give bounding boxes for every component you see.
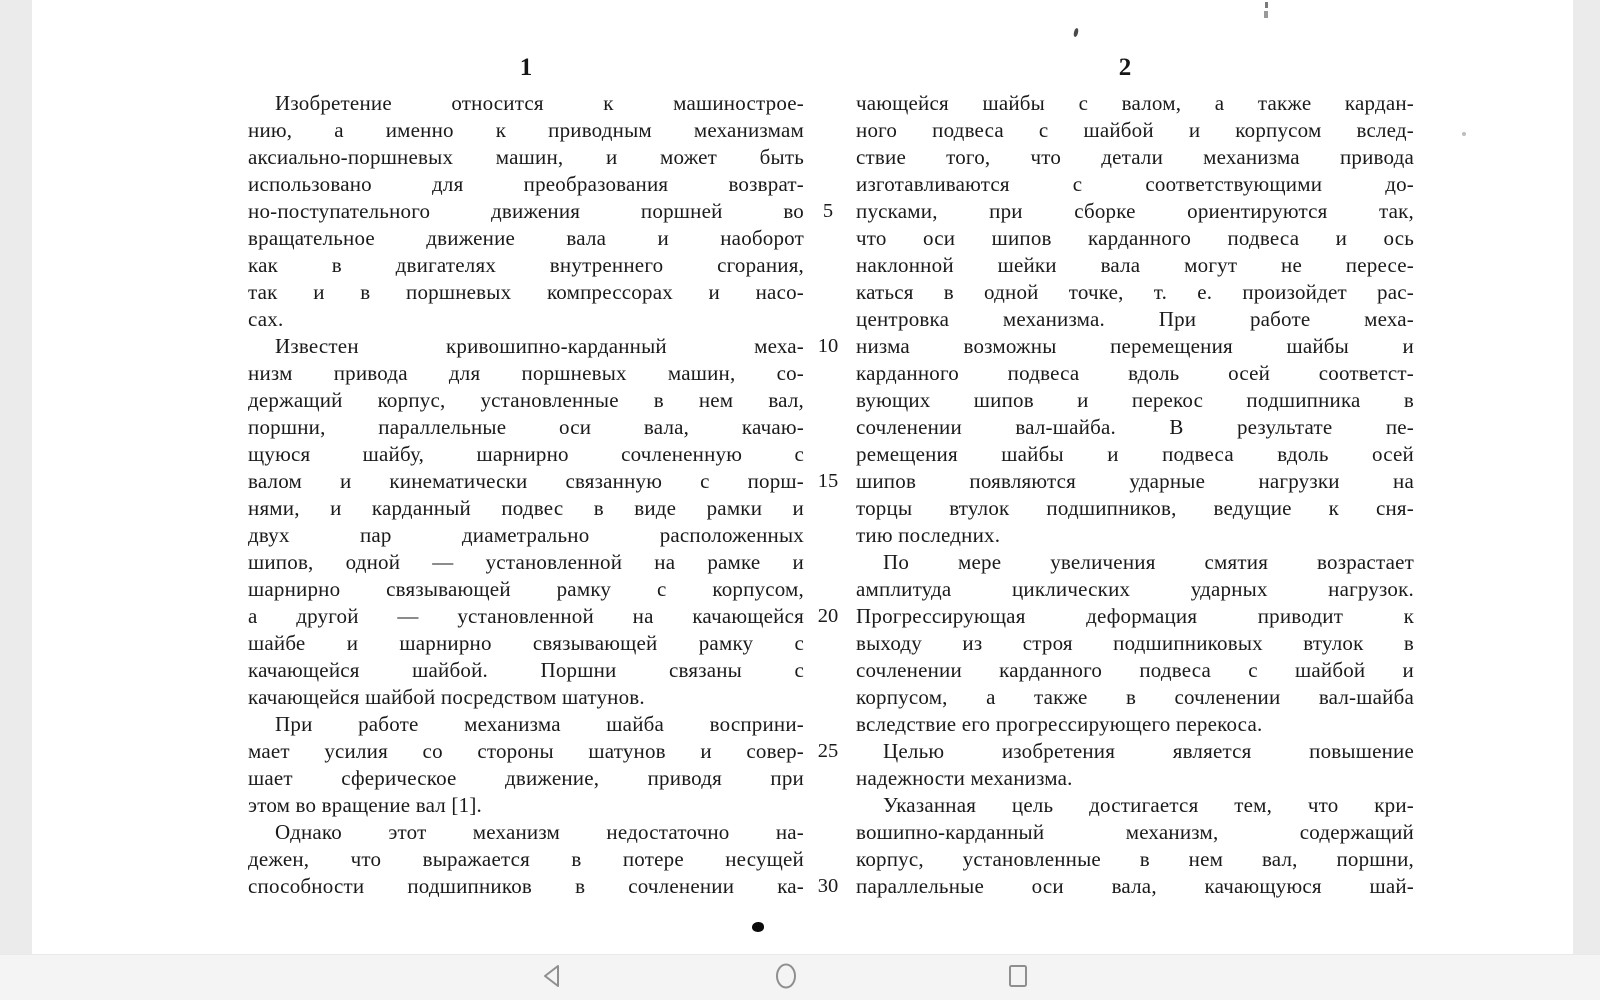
text-line: валом и кинематически связанную с порш- [248, 469, 804, 493]
scan-speck [1264, 11, 1268, 18]
text-line: шипов, одной — установленной на рамке и [248, 550, 804, 574]
text-line: Целью изобретения является повышение [883, 739, 1414, 763]
text-line: карданного подвеса вдоль осей соответст- [856, 361, 1414, 385]
text-line: надежности механизма. [856, 766, 1073, 790]
back-triangle-icon [541, 963, 563, 992]
text-line: шайбе и шарнирно связывающей рамку с [248, 631, 804, 655]
text-line: По мере увеличения смятия возрастает [883, 550, 1414, 574]
text-line: Указанная цель достигается тем, что кри- [883, 793, 1414, 817]
line-number: 10 [817, 335, 839, 357]
line-number-gutter [804, 90, 852, 910]
text-line: нями, и карданный подвес в виде рамки и [248, 496, 804, 520]
text-line: тию последних. [856, 523, 1001, 547]
text-line: так и в поршневых компрессорах и насо- [248, 280, 804, 304]
text-line: центровка механизма. При работе меха- [856, 307, 1414, 331]
recents-button[interactable] [986, 955, 1050, 1000]
text-line: способности подшипников в сочленении ка- [248, 874, 804, 898]
recents-square-icon [1007, 963, 1029, 992]
text-line: изготавливаются с соответствующими до- [856, 172, 1414, 196]
text-line: поршни, параллельные оси вала, качаю- [248, 415, 804, 439]
line-number: 20 [817, 605, 839, 627]
text-line: вращательное движение вала и наоборот [248, 226, 804, 250]
line-number: 25 [817, 740, 839, 762]
scan-speck [1462, 132, 1466, 136]
text-line: вследствие его прогрессирующего перекоса. [856, 712, 1263, 736]
text-line: шарнирно связывающей рамку с корпусом, [248, 577, 804, 601]
text-line: чающейся шайбы с валом, а также кардан- [856, 91, 1414, 115]
text-line: вующих шипов и перекос подшипника в [856, 388, 1414, 412]
scan-ink-dot [752, 922, 764, 932]
text-line: корпус, установленные в нем вал, поршни, [856, 847, 1414, 871]
text-column-left [248, 90, 804, 900]
text-line: а другой — установленной на качающейся [248, 604, 804, 628]
text-line: щуюся шайбу, шарнирно сочлененную с [248, 442, 804, 466]
text-line: сочленении карданного подвеса с шайбой и [856, 658, 1414, 682]
text-line: нию, а именно к приводным механизмам [248, 118, 804, 142]
right-margin-strip [1573, 0, 1600, 954]
android-navigation-bar [0, 954, 1600, 1000]
line-number: 30 [817, 875, 839, 897]
text-line: ремещения шайбы и подвеса вдоль осей [856, 442, 1414, 466]
left-margin-strip [0, 0, 32, 954]
text-line: мает усилия со стороны шатунов и совер- [248, 739, 804, 763]
text-line: параллельные оси вала, качающуюся шай- [856, 874, 1414, 898]
text-line: каться в одной точке, т. е. произойдет рас- [856, 280, 1414, 304]
text-line: шает сферическое движение, приводя при [248, 766, 804, 790]
text-line: дежен, что выражается в потере несущей [248, 847, 804, 871]
text-line: Однако этот механизм недостаточно на- [275, 820, 804, 844]
text-line: выходу из строя подшипниковых втулок в [856, 631, 1414, 655]
line-number: 15 [817, 470, 839, 492]
scan-apostrophe-mark [1073, 28, 1079, 38]
text-line: Прогрессирующая деформация приводит к [856, 604, 1414, 628]
text-line: торцы втулок подшипников, ведущие к сня- [856, 496, 1414, 520]
line-number: 5 [822, 200, 834, 222]
text-line: ствие того, что детали механизма привода [856, 145, 1414, 169]
text-line: сах. [248, 307, 284, 331]
text-line: вошипно-карданный механизм, содержащий [856, 820, 1414, 844]
text-line: корпусом, а также в сочленении вал-шайба [856, 685, 1414, 709]
text-line: что оси шипов карданного подвеса и ось [856, 226, 1414, 250]
text-line: пусками, при сборке ориентируются так, [856, 199, 1414, 223]
text-line: При работе механизма шайба восприни- [275, 712, 804, 736]
text-line: Известен кривошипно-карданный меха- [275, 334, 804, 358]
text-line: качающейся шайбой посредством шатунов. [248, 685, 645, 709]
text-line: Изобретение относится к машинострое- [275, 91, 804, 115]
text-line: низма возможны перемещения шайбы и [856, 334, 1414, 358]
home-button[interactable] [754, 955, 818, 1000]
text-line: шипов появляются ударные нагрузки на [856, 469, 1414, 493]
home-circle-icon [774, 962, 798, 993]
text-line: но-поступательного движения поршней во [248, 199, 804, 223]
back-button[interactable] [520, 955, 584, 1000]
text-line: сочленении вал-шайба. В результате пе- [856, 415, 1414, 439]
text-line: как в двигателях внутреннего сгорания, [248, 253, 804, 277]
text-line: амплитуда циклических ударных нагрузок. [856, 577, 1414, 601]
text-line: качающейся шайбой. Поршни связаны с [248, 658, 804, 682]
column-number-1: 1 [519, 54, 533, 81]
text-column-right [856, 90, 1414, 900]
text-line: аксиально-поршневых машин, и может быть [248, 145, 804, 169]
column-number-2: 2 [1118, 54, 1132, 81]
text-line: использовано для преобразования возврат- [248, 172, 804, 196]
text-line: ного подвеса с шайбой и корпусом вслед- [856, 118, 1414, 142]
text-line: низм привода для поршневых машин, со- [248, 361, 804, 385]
scan-speck [1265, 2, 1268, 8]
text-line: наклонной шейки вала могут не пересе- [856, 253, 1414, 277]
text-line: этом во вращение вал [1]. [248, 793, 482, 817]
text-line: двух пар диаметрально расположенных [248, 523, 804, 547]
text-line: держащий корпус, установленные в нем вал, [248, 388, 804, 412]
